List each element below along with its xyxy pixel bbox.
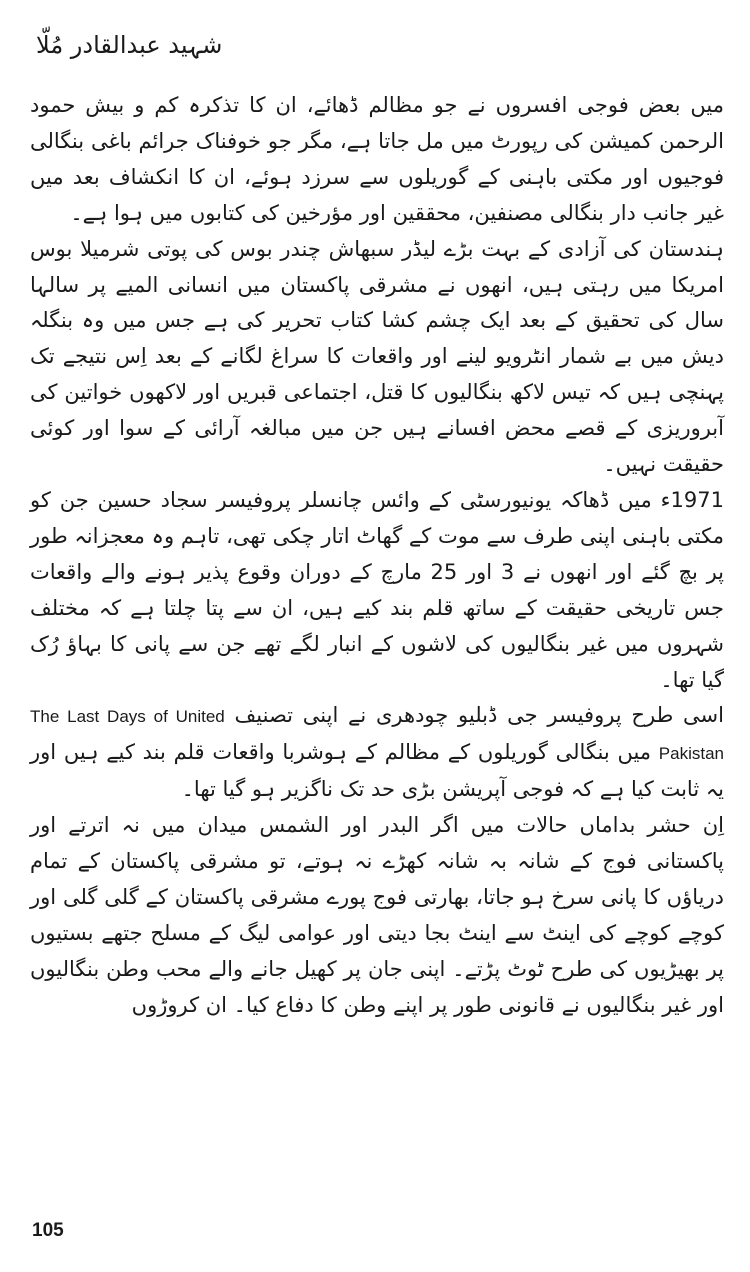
paragraph-5: اِن حشر بداماں حالات میں اگر البدر اور الشمس میدان میں نہ اترتے اور پاکستانی فوج کے شانہ بہ شانہ کھڑے نہ ہوتے، تو مشرقی پاکستان کے تمام دریاؤں کا پانی سرخ ہو جاتا، بھارتی فوج پورے مشرقی پاکستان کے گلی گلی اور کوچے کوچے کی اینٹ سے اینٹ بجا دیتی اور عوامی لیگ کے مسلح جتھے بستیوں پر بھیڑیوں کی طرح ٹوٹ پڑتے۔ اپنی جان پر کھیل جانے والے محب وطن بنگالیوں اور غیر بنگالیوں نے قانونی طور پر اپنے وطن کا دفاع کیا۔ ان کروڑوں — [30, 813, 724, 1017]
body-text — [30, 88, 724, 1024]
paragraph-4-intro: اسی طرح پروفیسر جی ڈبلیو چودھری نے اپنی تصنیف — [234, 703, 724, 728]
paragraph-1: میں بعض فوجی افسروں نے جو مظالم ڈھائے، ان کا تذکرہ کم و بیش حمود الرحمن کمیشن کی رپورٹ میں مل جاتا ہے، مگر جو خوفناک جرائم باغی بنگالی فوجیوں اور مکتی باہنی کے گوریلوں سے سرزد ہوئے، ان کا انکشاف بعد میں غیر جانب دار بنگالی مصنفین، محققین اور مؤرخین کی کتابوں میں ہوا ہے۔ — [30, 93, 724, 225]
running-header: شہید عبدالقادر مُلّا — [36, 31, 223, 59]
paragraph-2: ہندستان کی آزادی کے بہت بڑے لیڈر سبھاش چندر بوس کی پوتی شرمیلا بوس امریکا میں رہتی ہیں، انھوں نے مشرقی پاکستان میں انسانی المیے پر سالہا سال کی تحقیق کے بعد ایک چشم کشا کتاب تحریر کی ہے جس میں وہ بنگلہ دیش میں بے شمار انٹرویو لینے اور واقعات کا سراغ لگانے کے بعد اِس نتیجے تک پہنچی ہیں کہ تیس لاکھ بنگالیوں کا قتل، اجتماعی قبریں اور لاکھوں خواتین کی آبروریزی کے قصے محض افسانے ہیں جن میں مبالغہ آرائی کے سوا اور کوئی حقیقت نہیں۔ — [30, 236, 724, 477]
paragraph-3: 1971ء میں ڈھاکہ یونیورسٹی کے وائس چانسلر پروفیسر سجاد حسین جن کو مکتی باہنی اپنی طرف سے موت کے گھاٹ اتار چکی تھی، تاہم وہ معجزانہ طور پر بچ گئے اور انھوں نے 3 اور 25 مارچ کے دوران وقوع پذیر ہونے والے واقعات جس تاریخی حقیقت کے ساتھ قلم بند کیے ہیں، ان سے پتا چلتا ہے کہ مختلف شہروں میں غیر بنگالیوں کی لاشوں کے انبار لگے تھے جن سے پانی کا بہاؤ رُک گیا تھا۔ — [30, 487, 725, 692]
paragraph-4-rest: میں بنگالی گوریلوں کے مظالم کے ہوشربا واقعات قلم بند کیے ہیں اور یہ ثابت کیا ہے کہ فوجی آپریشن بڑی حد تک ناگزیر ہو گیا تھا۔ — [30, 740, 724, 802]
book-title: The Last Days of United Pakistan — [30, 707, 724, 764]
paragraph-4 — [30, 698, 724, 808]
page-number: 105 — [32, 1220, 64, 1241]
